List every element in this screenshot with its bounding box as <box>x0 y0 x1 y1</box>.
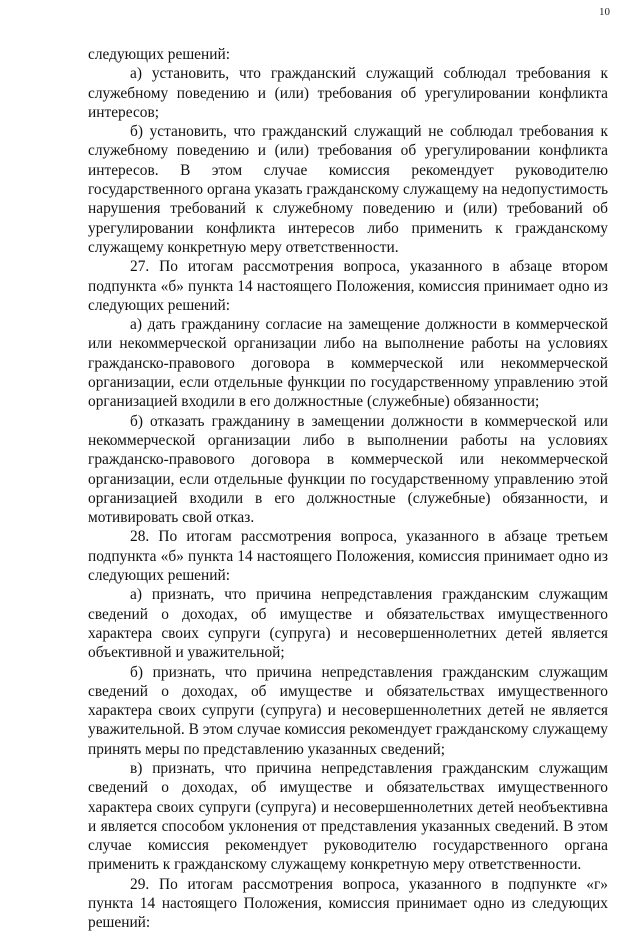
paragraph-28: 28. По итогам рассмотрения вопроса, указанного в абзаце третьем подпункта «б» пункта 14 настоящего Положения, комиссия принимает одно из следующих решений: <box>88 528 608 585</box>
paragraph-26b: б) установить, что гражданский служащий не соблюдал требования к служебному поведению и (или) требования об урегулировании конфликта интересов. В этом случае комиссия рекомендует руководителю государственного органа указать гражданскому служащему на недопустимость нарушения требований к служебному поведению и (или) требований об урегулировании конфликта интересов либо применить к гражданскому служащему конкретную меру ответственности. <box>88 123 608 256</box>
paragraph-28b: б) признать, что причина непредставления гражданским служащим сведений о доходах, об имуществе и обязательствах имущественного характера своих супруги (супруга) и несовершеннолетних детей не является уважительной. В этом случае комиссия рекомендует гражданскому служащему принять меры по представлению указанных сведений; <box>88 663 608 758</box>
paragraph-28a: а) признать, что причина непредставления гражданским служащим сведений о доходах, об имуществе и обязательствах имущественного характера своих супруги (супруга) и несовершеннолетних детей является объективной и уважительной; <box>88 586 608 662</box>
paragraph-27b: б) отказать гражданину в замещении должности в коммерческой или некоммерческой организации либо в выполнении работы на условиях гражданско-правового договора в коммерческой или некоммерческой организации, если отдельные функции по государственному управлению этой организацией входили в его должностные (служебные) обязанности, и мотивировать свой отказ. <box>88 412 608 527</box>
paragraph-28c: в) признать, что причина непредставления гражданским служащим сведений о доходах, об имуществе и обязательствах имущественного характера своих супруги (супруга) и несовершеннолетних детей необъективна и является способом уклонения от представления указанных сведений. В этом случае комиссия рекомендует руководителю государственного органа применить к гражданскому служащему конкретную меру ответственности. <box>88 759 608 874</box>
paragraph-27a: а) дать гражданину согласие на замещение должности в коммерческой или некоммерческой организации либо на выполнение работы на условиях гражданско-правового договора в коммерческой или некоммерческой организации, если отдельные функции по государственному управлению этой организацией входили в его должностные (служебные) обязанности; <box>88 316 608 411</box>
document-body <box>88 45 608 933</box>
paragraph-29: 29. По итогам рассмотрения вопроса, указанного в подпункте «г» пункта 14 настоящего Положения, комиссия принимает одно из следующих решений: <box>88 875 608 932</box>
paragraph-27: 27. По итогам рассмотрения вопроса, указанного в абзаце втором подпункта «б» пункта 14 настоящего Положения, комиссия принимает одно из следующих решений: <box>88 258 608 314</box>
paragraph-26a: а) установить, что гражданский служащий соблюдал требования к служебному поведению и (или) требования об урегулировании конфликта интересов; <box>88 65 608 121</box>
page-number: 10 <box>599 6 610 18</box>
paragraph-continuation: следующих решений: <box>88 46 230 63</box>
